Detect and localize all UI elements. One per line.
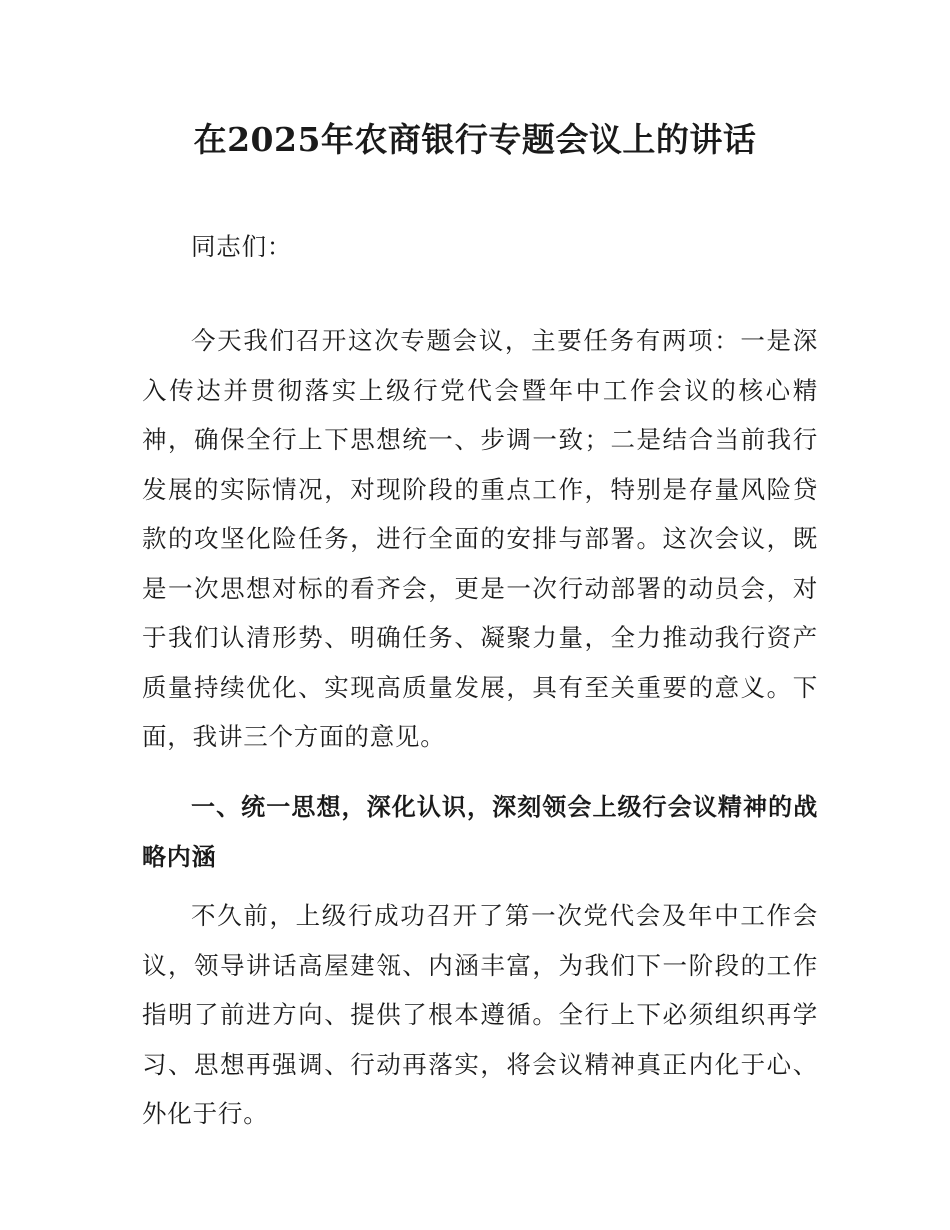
salutation: 同志们： [191, 232, 293, 261]
section-heading-1: 一、统一思想，深化认识，深刻领会上级行会议精神的战略内涵 [142, 793, 818, 871]
document-title: 在2025年农商银行专题会议上的讲话 [193, 120, 757, 159]
paragraph-section-1: 不久前，上级行成功召开了第一次党代会及年中工作会议，领导讲话高屋建瓴、内涵丰富，为我们下一阶段的工作指明了前进方向、提供了根本遵循。全行上下必须组织再学习、思想再强调、行动再落实，将会议精神真正内化于心、外化于行。 [142, 901, 818, 1128]
paragraph-opening: 今天我们召开这次专题会议，主要任务有两项：一是深入传达并贯彻落实上级行党代会暨年中工作会议的核心精神，确保全行上下思想统一、步调一致；二是结合当前我行发展的实际情况，对现阶段的重点工作，特别是存量风险贷款的攻坚化险任务，进行全面的安排与部署。这次会议，既是一次思想对标的看齐会，更是一次行动部署的动员会，对于我们认清形势、明确任务、凝聚力量，全力推动我行资产质量持续优化、实现高质量发展，具有至关重要的意义。下面，我讲三个方面的意见。 [142, 326, 818, 751]
